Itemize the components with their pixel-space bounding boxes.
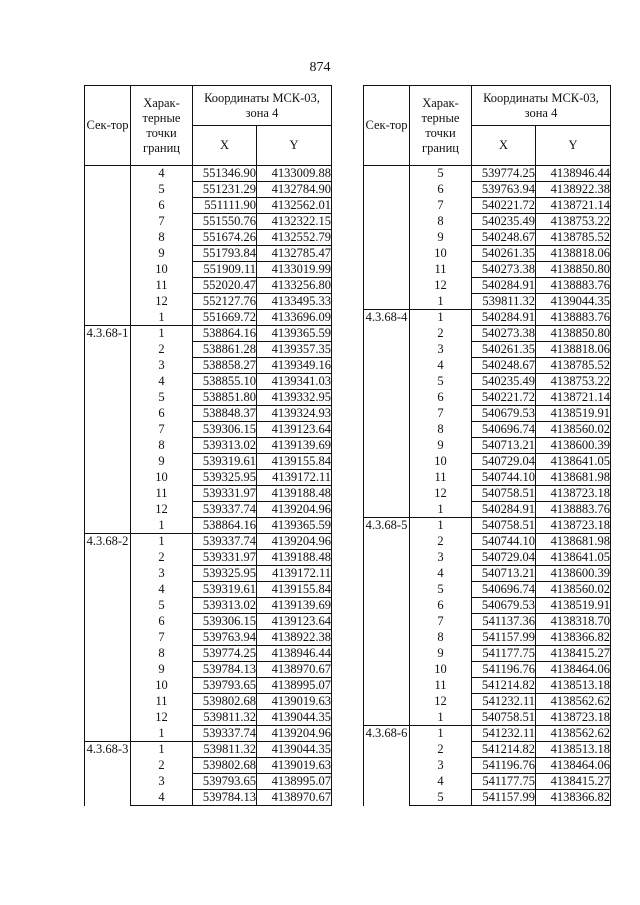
x-coordinate-cell: 540221.72 <box>472 390 536 406</box>
x-coordinate-cell: 552127.76 <box>193 294 257 310</box>
y-coordinate-cell: 4139044.35 <box>257 742 332 758</box>
x-coordinate-cell: 539306.15 <box>193 422 257 438</box>
x-coordinate-cell: 539325.95 <box>193 470 257 486</box>
point-number-cell: 9 <box>410 230 472 246</box>
point-number-cell: 10 <box>131 470 193 486</box>
y-coordinate-cell: 4139365.59 <box>257 326 332 342</box>
table-row <box>85 166 332 182</box>
y-coordinate-cell: 4138562.62 <box>536 726 611 742</box>
x-coordinate-cell: 540679.53 <box>472 598 536 614</box>
x-coordinate-cell: 540273.38 <box>472 262 536 278</box>
y-coordinate-cell: 4139172.11 <box>257 470 332 486</box>
point-number-cell: 8 <box>131 230 193 246</box>
y-coordinate-cell: 4132785.47 <box>257 246 332 262</box>
x-coordinate-cell: 539811.32 <box>472 294 536 310</box>
point-number-cell: 4 <box>410 358 472 374</box>
x-coordinate-cell: 551909.11 <box>193 262 257 278</box>
header-y: Y <box>257 126 332 166</box>
y-coordinate-cell: 4138995.07 <box>257 678 332 694</box>
y-coordinate-cell: 4139324.93 <box>257 406 332 422</box>
y-coordinate-cell: 4138600.39 <box>536 438 611 454</box>
point-number-cell: 6 <box>131 198 193 214</box>
coordinates-table-left <box>84 85 332 806</box>
point-number-cell: 5 <box>131 182 193 198</box>
y-coordinate-cell: 4132322.15 <box>257 214 332 230</box>
y-coordinate-cell: 4138970.67 <box>257 662 332 678</box>
point-number-cell: 6 <box>131 614 193 630</box>
y-coordinate-cell: 4139365.59 <box>257 518 332 534</box>
y-coordinate-cell: 4132784.90 <box>257 182 332 198</box>
point-number-cell: 2 <box>131 550 193 566</box>
x-coordinate-cell: 540284.91 <box>472 502 536 518</box>
point-number-cell: 1 <box>410 726 472 742</box>
y-coordinate-cell: 4138513.18 <box>536 742 611 758</box>
sector-cell: 4.3.68-3 <box>85 742 131 806</box>
y-coordinate-cell: 4138519.91 <box>536 598 611 614</box>
x-coordinate-cell: 539811.32 <box>193 710 257 726</box>
y-coordinate-cell: 4138600.39 <box>536 566 611 582</box>
point-number-cell: 6 <box>410 390 472 406</box>
sector-cell: 4.3.68-1 <box>85 326 131 534</box>
sector-cell: 4.3.68-6 <box>364 726 410 806</box>
x-coordinate-cell: 540221.72 <box>472 198 536 214</box>
header-x: X <box>193 126 257 166</box>
y-coordinate-cell: 4139188.48 <box>257 486 332 502</box>
x-coordinate-cell: 540729.04 <box>472 550 536 566</box>
point-number-cell: 1 <box>131 742 193 758</box>
sector-cell: 4.3.68-5 <box>364 518 410 726</box>
y-coordinate-cell: 4133009.88 <box>257 166 332 182</box>
x-coordinate-cell: 540729.04 <box>472 454 536 470</box>
y-coordinate-cell: 4138721.14 <box>536 390 611 406</box>
point-number-cell: 2 <box>410 534 472 550</box>
y-coordinate-cell: 4139044.35 <box>257 710 332 726</box>
table-row <box>364 310 611 326</box>
x-coordinate-cell: 540235.49 <box>472 374 536 390</box>
point-number-cell: 1 <box>131 326 193 342</box>
header-y: Y <box>536 126 611 166</box>
point-number-cell: 10 <box>131 262 193 278</box>
point-number-cell: 12 <box>131 710 193 726</box>
point-number-cell: 3 <box>410 342 472 358</box>
x-coordinate-cell: 539784.13 <box>193 662 257 678</box>
y-coordinate-cell: 4138850.80 <box>536 326 611 342</box>
header-points: Харак-терные точки границ <box>410 86 472 166</box>
point-number-cell: 3 <box>410 758 472 774</box>
y-coordinate-cell: 4133696.09 <box>257 310 332 326</box>
sector-cell <box>364 166 410 310</box>
x-coordinate-cell: 539306.15 <box>193 614 257 630</box>
y-coordinate-cell: 4133256.80 <box>257 278 332 294</box>
x-coordinate-cell: 541232.11 <box>472 694 536 710</box>
x-coordinate-cell: 539774.25 <box>193 646 257 662</box>
page-number: 874 <box>309 60 331 75</box>
x-coordinate-cell: 541214.82 <box>472 678 536 694</box>
point-number-cell: 11 <box>131 278 193 294</box>
x-coordinate-cell: 540284.91 <box>472 278 536 294</box>
point-number-cell: 11 <box>131 694 193 710</box>
y-coordinate-cell: 4138415.27 <box>536 774 611 790</box>
y-coordinate-cell: 4139123.64 <box>257 422 332 438</box>
y-coordinate-cell: 4138560.02 <box>536 422 611 438</box>
y-coordinate-cell: 4139349.16 <box>257 358 332 374</box>
x-coordinate-cell: 538851.80 <box>193 390 257 406</box>
point-number-cell: 8 <box>131 438 193 454</box>
y-coordinate-cell: 4138641.05 <box>536 454 611 470</box>
point-number-cell: 1 <box>410 294 472 310</box>
x-coordinate-cell: 540248.67 <box>472 358 536 374</box>
y-coordinate-cell: 4138785.52 <box>536 230 611 246</box>
point-number-cell: 6 <box>131 406 193 422</box>
point-number-cell: 4 <box>410 566 472 582</box>
x-coordinate-cell: 538855.10 <box>193 374 257 390</box>
x-coordinate-cell: 540261.35 <box>472 246 536 262</box>
table-row <box>364 166 611 182</box>
point-number-cell: 5 <box>131 598 193 614</box>
point-number-cell: 5 <box>410 790 472 806</box>
point-number-cell: 7 <box>131 214 193 230</box>
point-number-cell: 7 <box>410 198 472 214</box>
table-row <box>85 534 332 550</box>
point-number-cell: 10 <box>410 246 472 262</box>
x-coordinate-cell: 540758.51 <box>472 710 536 726</box>
x-coordinate-cell: 539331.97 <box>193 486 257 502</box>
x-coordinate-cell: 539337.74 <box>193 502 257 518</box>
header-sector: Сек-тор <box>364 86 410 166</box>
point-number-cell: 12 <box>410 486 472 502</box>
x-coordinate-cell: 540758.51 <box>472 486 536 502</box>
x-coordinate-cell: 541196.76 <box>472 758 536 774</box>
x-coordinate-cell: 539313.02 <box>193 438 257 454</box>
point-number-cell: 2 <box>410 742 472 758</box>
header-coordinates: Координаты МСК-03, зона 4 <box>193 86 332 126</box>
x-coordinate-cell: 538858.27 <box>193 358 257 374</box>
y-coordinate-cell: 4138970.67 <box>257 790 332 806</box>
point-number-cell: 12 <box>131 294 193 310</box>
header-sector: Сек-тор <box>85 86 131 166</box>
point-number-cell: 2 <box>131 342 193 358</box>
point-number-cell: 10 <box>131 678 193 694</box>
point-number-cell: 6 <box>410 182 472 198</box>
point-number-cell: 9 <box>131 454 193 470</box>
x-coordinate-cell: 540235.49 <box>472 214 536 230</box>
y-coordinate-cell: 4139172.11 <box>257 566 332 582</box>
table-row <box>85 326 332 342</box>
y-coordinate-cell: 4133019.99 <box>257 262 332 278</box>
sector-cell <box>85 166 131 326</box>
x-coordinate-cell: 539319.61 <box>193 582 257 598</box>
point-number-cell: 11 <box>410 678 472 694</box>
y-coordinate-cell: 4139155.84 <box>257 582 332 598</box>
y-coordinate-cell: 4138641.05 <box>536 550 611 566</box>
y-coordinate-cell: 4138946.44 <box>536 166 611 182</box>
point-number-cell: 4 <box>131 374 193 390</box>
y-coordinate-cell: 4138883.76 <box>536 502 611 518</box>
point-number-cell: 2 <box>131 758 193 774</box>
x-coordinate-cell: 540261.35 <box>472 342 536 358</box>
point-number-cell: 4 <box>131 166 193 182</box>
x-coordinate-cell: 538861.28 <box>193 342 257 358</box>
x-coordinate-cell: 539337.74 <box>193 726 257 742</box>
table-row <box>85 742 332 758</box>
point-number-cell: 8 <box>410 422 472 438</box>
point-number-cell: 8 <box>410 630 472 646</box>
sector-cell: 4.3.68-4 <box>364 310 410 518</box>
point-number-cell: 1 <box>410 518 472 534</box>
x-coordinate-cell: 539811.32 <box>193 742 257 758</box>
point-number-cell: 8 <box>131 646 193 662</box>
point-number-cell: 9 <box>131 246 193 262</box>
point-number-cell: 12 <box>131 502 193 518</box>
x-coordinate-cell: 538864.16 <box>193 326 257 342</box>
y-coordinate-cell: 4139188.48 <box>257 550 332 566</box>
y-coordinate-cell: 4138883.76 <box>536 310 611 326</box>
y-coordinate-cell: 4139204.96 <box>257 726 332 742</box>
x-coordinate-cell: 538864.16 <box>193 518 257 534</box>
point-number-cell: 5 <box>410 166 472 182</box>
y-coordinate-cell: 4132562.01 <box>257 198 332 214</box>
x-coordinate-cell: 541196.76 <box>472 662 536 678</box>
point-number-cell: 3 <box>131 774 193 790</box>
y-coordinate-cell: 4138464.06 <box>536 662 611 678</box>
point-number-cell: 11 <box>410 470 472 486</box>
x-coordinate-cell: 551231.29 <box>193 182 257 198</box>
x-coordinate-cell: 540696.74 <box>472 422 536 438</box>
point-number-cell: 12 <box>410 278 472 294</box>
x-coordinate-cell: 539331.97 <box>193 550 257 566</box>
point-number-cell: 1 <box>131 726 193 742</box>
x-coordinate-cell: 539774.25 <box>472 166 536 182</box>
y-coordinate-cell: 4139155.84 <box>257 454 332 470</box>
point-number-cell: 1 <box>410 310 472 326</box>
y-coordinate-cell: 4138850.80 <box>536 262 611 278</box>
point-number-cell: 9 <box>410 438 472 454</box>
x-coordinate-cell: 541232.11 <box>472 726 536 742</box>
point-number-cell: 10 <box>410 662 472 678</box>
point-number-cell: 7 <box>410 406 472 422</box>
x-coordinate-cell: 540744.10 <box>472 470 536 486</box>
y-coordinate-cell: 4138753.22 <box>536 374 611 390</box>
y-coordinate-cell: 4139204.96 <box>257 534 332 550</box>
x-coordinate-cell: 539325.95 <box>193 566 257 582</box>
y-coordinate-cell: 4139357.35 <box>257 342 332 358</box>
y-coordinate-cell: 4138818.06 <box>536 342 611 358</box>
point-number-cell: 12 <box>410 694 472 710</box>
point-number-cell: 1 <box>131 310 193 326</box>
y-coordinate-cell: 4138519.91 <box>536 406 611 422</box>
y-coordinate-cell: 4138946.44 <box>257 646 332 662</box>
y-coordinate-cell: 4132552.79 <box>257 230 332 246</box>
y-coordinate-cell: 4139123.64 <box>257 614 332 630</box>
header-coordinates: Координаты МСК-03, зона 4 <box>472 86 611 126</box>
y-coordinate-cell: 4138753.22 <box>536 214 611 230</box>
x-coordinate-cell: 540273.38 <box>472 326 536 342</box>
y-coordinate-cell: 4138513.18 <box>536 678 611 694</box>
x-coordinate-cell: 541177.75 <box>472 646 536 662</box>
y-coordinate-cell: 4138818.06 <box>536 246 611 262</box>
y-coordinate-cell: 4139139.69 <box>257 438 332 454</box>
point-number-cell: 3 <box>131 566 193 582</box>
point-number-cell: 1 <box>131 518 193 534</box>
y-coordinate-cell: 4138681.98 <box>536 534 611 550</box>
point-number-cell: 8 <box>410 214 472 230</box>
x-coordinate-cell: 541214.82 <box>472 742 536 758</box>
y-coordinate-cell: 4139019.63 <box>257 758 332 774</box>
x-coordinate-cell: 541177.75 <box>472 774 536 790</box>
x-coordinate-cell: 539802.68 <box>193 758 257 774</box>
y-coordinate-cell: 4139341.03 <box>257 374 332 390</box>
y-coordinate-cell: 4138922.38 <box>536 182 611 198</box>
y-coordinate-cell: 4139332.95 <box>257 390 332 406</box>
x-coordinate-cell: 538848.37 <box>193 406 257 422</box>
y-coordinate-cell: 4138723.18 <box>536 486 611 502</box>
y-coordinate-cell: 4138721.14 <box>536 198 611 214</box>
point-number-cell: 9 <box>131 662 193 678</box>
x-coordinate-cell: 552020.47 <box>193 278 257 294</box>
y-coordinate-cell: 4138366.82 <box>536 790 611 806</box>
x-coordinate-cell: 540679.53 <box>472 406 536 422</box>
y-coordinate-cell: 4138464.06 <box>536 758 611 774</box>
point-number-cell: 1 <box>410 710 472 726</box>
x-coordinate-cell: 540744.10 <box>472 534 536 550</box>
point-number-cell: 11 <box>410 262 472 278</box>
point-number-cell: 9 <box>410 646 472 662</box>
point-number-cell: 4 <box>131 790 193 806</box>
header-x: X <box>472 126 536 166</box>
y-coordinate-cell: 4138723.18 <box>536 710 611 726</box>
y-coordinate-cell: 4138366.82 <box>536 630 611 646</box>
x-coordinate-cell: 540696.74 <box>472 582 536 598</box>
table-row <box>364 726 611 742</box>
y-coordinate-cell: 4138995.07 <box>257 774 332 790</box>
point-number-cell: 1 <box>131 534 193 550</box>
x-coordinate-cell: 551669.72 <box>193 310 257 326</box>
point-number-cell: 4 <box>410 774 472 790</box>
x-coordinate-cell: 539319.61 <box>193 454 257 470</box>
point-number-cell: 7 <box>410 614 472 630</box>
y-coordinate-cell: 4138723.18 <box>536 518 611 534</box>
y-coordinate-cell: 4138883.76 <box>536 278 611 294</box>
x-coordinate-cell: 551674.26 <box>193 230 257 246</box>
x-coordinate-cell: 551346.90 <box>193 166 257 182</box>
y-coordinate-cell: 4138562.62 <box>536 694 611 710</box>
table-row <box>364 518 611 534</box>
x-coordinate-cell: 541157.99 <box>472 790 536 806</box>
y-coordinate-cell: 4138681.98 <box>536 470 611 486</box>
point-number-cell: 11 <box>131 486 193 502</box>
point-number-cell: 1 <box>410 502 472 518</box>
sector-cell: 4.3.68-2 <box>85 534 131 742</box>
x-coordinate-cell: 551793.84 <box>193 246 257 262</box>
y-coordinate-cell: 4138785.52 <box>536 358 611 374</box>
x-coordinate-cell: 541157.99 <box>472 630 536 646</box>
x-coordinate-cell: 539793.65 <box>193 678 257 694</box>
y-coordinate-cell: 4138415.27 <box>536 646 611 662</box>
y-coordinate-cell: 4133495.33 <box>257 294 332 310</box>
x-coordinate-cell: 540713.21 <box>472 438 536 454</box>
x-coordinate-cell: 551111.90 <box>193 198 257 214</box>
point-number-cell: 6 <box>410 598 472 614</box>
x-coordinate-cell: 540248.67 <box>472 230 536 246</box>
header-points: Харак-терные точки границ <box>131 86 193 166</box>
point-number-cell: 2 <box>410 326 472 342</box>
point-number-cell: 7 <box>131 422 193 438</box>
x-coordinate-cell: 540284.91 <box>472 310 536 326</box>
x-coordinate-cell: 540713.21 <box>472 566 536 582</box>
y-coordinate-cell: 4139204.96 <box>257 502 332 518</box>
x-coordinate-cell: 539784.13 <box>193 790 257 806</box>
x-coordinate-cell: 541137.36 <box>472 614 536 630</box>
x-coordinate-cell: 539337.74 <box>193 534 257 550</box>
point-number-cell: 7 <box>131 630 193 646</box>
y-coordinate-cell: 4138318.70 <box>536 614 611 630</box>
y-coordinate-cell: 4139139.69 <box>257 598 332 614</box>
point-number-cell: 3 <box>131 358 193 374</box>
x-coordinate-cell: 539763.94 <box>472 182 536 198</box>
y-coordinate-cell: 4139044.35 <box>536 294 611 310</box>
x-coordinate-cell: 539802.68 <box>193 694 257 710</box>
x-coordinate-cell: 539313.02 <box>193 598 257 614</box>
y-coordinate-cell: 4139019.63 <box>257 694 332 710</box>
x-coordinate-cell: 539763.94 <box>193 630 257 646</box>
point-number-cell: 3 <box>410 550 472 566</box>
point-number-cell: 5 <box>131 390 193 406</box>
coordinates-table-right <box>363 85 611 806</box>
point-number-cell: 4 <box>131 582 193 598</box>
y-coordinate-cell: 4138560.02 <box>536 582 611 598</box>
x-coordinate-cell: 539793.65 <box>193 774 257 790</box>
y-coordinate-cell: 4138922.38 <box>257 630 332 646</box>
point-number-cell: 5 <box>410 582 472 598</box>
point-number-cell: 5 <box>410 374 472 390</box>
point-number-cell: 10 <box>410 454 472 470</box>
x-coordinate-cell: 551550.76 <box>193 214 257 230</box>
x-coordinate-cell: 540758.51 <box>472 518 536 534</box>
